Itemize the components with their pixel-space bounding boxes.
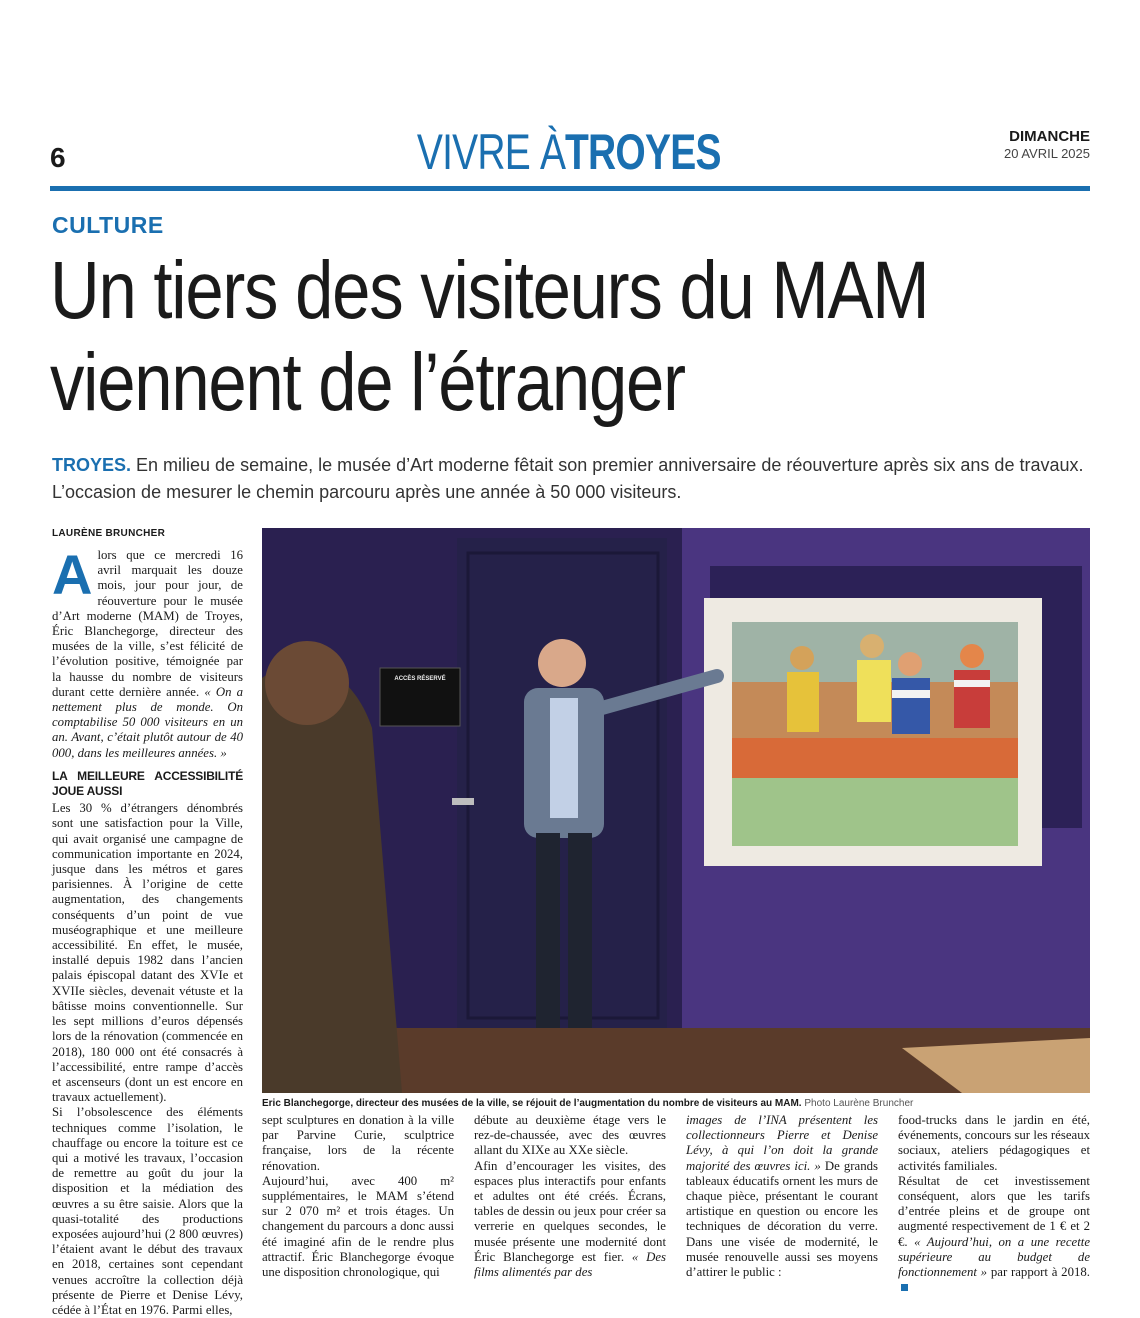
paragraph-intro	[52, 543, 244, 761]
article-column-3	[474, 1113, 666, 1288]
paragraph-8-quote: images de l’INA présentent les collectionneurs Pierre et Denise Lévy, à qui l’on doit la grande majorité des œuvres ici. »	[686, 1113, 878, 1173]
paragraph-5: Aujourd’hui, avec 400 m² supplémentaires, le MAM s’étend sur 2 070 m² et trois étages. Un changement du parcours a donc aussi été imaginé afin de le rendre plus attractif. Éric Blanchegorge évoque une disposition chronologique, qui	[262, 1173, 454, 1280]
photo-runner-4-head	[960, 644, 984, 668]
paragraph-10	[898, 1174, 1090, 1296]
paragraph-9: food-trucks dans le jardin en été, événements, concours sur les réseaux sociaux, ateliers pédagogiques et activités familiales.	[898, 1113, 1090, 1173]
drop-cap: A	[52, 543, 93, 606]
paragraph-8-text: De grands tableaux éducatifs ornent les murs de chaque pièce, présentant le courant artistique en question ou encore les techniques de décoration du verre. Dans une visée de modernité, le musée renouvelle aussi ses moyens d’attirer le public :	[686, 1158, 879, 1280]
photo-runner-2-body	[857, 660, 891, 722]
paragraph-8	[686, 1113, 878, 1280]
byline: LAURÈNE BRUNCHER	[52, 528, 166, 539]
article-column-1	[52, 543, 244, 1317]
paragraph-intro-quote: « On a nettement plus de monde. On comptabilise 50 000 visiteurs en un an. Avant, c’était plutôt autour de 40 000, dans les meilleures années. »	[52, 684, 244, 760]
photo-runner-3-head	[898, 652, 922, 676]
paragraph-10-end: par rapport à 2018.	[987, 1265, 1090, 1280]
photo-speaker-shirt	[550, 698, 578, 818]
paragraph-6: débute au deuxième étage vers le rez-de-chaussée, avec des œuvres allant du XIXe au XXe siècle.	[474, 1113, 666, 1158]
photo-caption-text: Eric Blanchegorge, directeur des musées de la ville, se réjouit de l’augmentation du nombre de visiteurs au MAM.	[262, 1098, 802, 1109]
paragraph-7-text: Afin d’encourager les visites, des espaces plus interactifs pour enfants et adultes ont été créés. Écrans, tables de dessin ou jeux pour créer sa verrerie en quelques secondes, le musée présente une modernité dont Éric Blanchegorge est fier.	[474, 1158, 666, 1264]
photo-speaker-leg-right	[568, 833, 592, 1028]
section-title-light: VIVRE À	[416, 124, 566, 180]
photo-credit: Photo Laurène Bruncher	[801, 1098, 914, 1109]
photo-runner-4-stripe	[954, 680, 990, 687]
photo-sign-title: ACCÈS RÉSERVÉ	[394, 676, 446, 682]
header-rule	[50, 186, 1090, 191]
section-title-bold: TROYES	[565, 124, 722, 180]
headline	[50, 245, 1110, 429]
article-column-5	[898, 1113, 1090, 1288]
headline-line-2: viennent de l’étranger	[50, 337, 685, 428]
standfirst-text: En milieu de semaine, le musée d’Art moderne fêtait son premier anniversaire de réouverture après six ans de travaux. L’occasion de mesurer le chemin parcouru après une année à 50 000 visiteurs.	[52, 455, 1084, 502]
date-box	[1004, 128, 1090, 162]
photo-runner-3-stripe	[892, 690, 930, 698]
photo-speaker-head	[538, 639, 586, 687]
paragraph-10-text: Résultat de cet investissement conséquent, alors que les tarifs d’entrée pleins et de groupe ont augmenté respectivement de 1 € et 2 €.	[898, 1173, 1090, 1249]
article-column-2	[262, 1113, 454, 1288]
paragraph-7	[474, 1159, 666, 1281]
photo-painting-grass	[732, 778, 1018, 846]
section-title	[50, 122, 1090, 182]
paragraph-7-quote: « Des films alimentés par des	[474, 1249, 666, 1280]
subhead: LA MEILLEURE ACCESSIBILITÉ JOUE AUSSI	[52, 768, 243, 799]
standfirst	[52, 452, 1092, 506]
date-day: DIMANCHE	[1009, 128, 1090, 145]
date-full: 20 AVRIL 2025	[1003, 146, 1090, 161]
museum-photo-illustration	[262, 528, 1090, 1093]
article-column-4	[686, 1113, 878, 1288]
photo-runner-4-body	[954, 670, 990, 728]
rubric: CULTURE	[52, 212, 164, 238]
photo-runner-2-head	[860, 634, 884, 658]
article-photo	[262, 528, 1090, 1093]
end-mark	[901, 1284, 908, 1291]
photo-caption	[262, 1097, 1090, 1110]
paragraph-3: Si l’obsolescence des éléments techniques comme l’isolation, le chauffage ou encore la toiture est ce qui a motivé les travaux, l’occasion de remettre au goût du jour la disposition et la médiation des œuvres a su être saisie. Alors que la quasi-totalité des productions exposées aujourd’hui (2 800 œuvres) l’étaient avant le début des travaux en 2018, certaines sont cependant venues accroître la collection déjà présente de Pierre et Denise Lévy, cédée à l’État en 1976. Parmi elles,	[52, 1105, 243, 1317]
page-header	[50, 120, 1090, 192]
paragraph-4: sept sculptures en donation à la ville par Parvine Curie, sculptrice française, lors de la récente rénovation.	[262, 1113, 454, 1173]
standfirst-place: TROYES.	[52, 455, 132, 475]
page-number: 6	[50, 142, 66, 173]
headline-line-1: Un tiers des visiteurs du MAM	[50, 245, 929, 336]
photo-visitor-hair	[265, 641, 349, 725]
photo-door-handle	[452, 798, 474, 805]
photo-runner-1-body	[787, 672, 819, 732]
paragraph-2: Les 30 % d’étrangers dénombrés sont une satisfaction pour la Ville, qui avait organisé une campagne de communication importante en 2024, jusque dans les métros et gares parisiennes. À l’origine de cette augmentation, des changements conséquents d’un point de vue muséographique et une meilleure accessibilité. En effet, le musée, installé depuis 1982 dans l’ancien palais épiscopal datant des XVIe et XVIIe siècles, devenait vétuste et la bâtisse moins conventionnelle. Sur les sept millions d’euros dépensés lors de la rénovation (commencée en 2018), 180 000 ont été consacrés à l’accessibilité, entre rampe d’accès et ascenseurs (dont un est encore en travaux actuellement).	[52, 801, 243, 1105]
paragraph-10-quote: « Aujourd’hui, on a une recette supérieure au budget de fonctionnement »	[898, 1234, 1090, 1280]
photo-speaker-leg-left	[536, 833, 560, 1028]
photo-runner-1-head	[790, 646, 814, 670]
paragraph-intro-text: lors que ce mercredi 16 avril marquait les douze mois, jour pour jour, de réouverture pour le musée d’Art moderne (MAM) de Troyes, Éric Blanchegorge, directeur des musées de la ville, s’est félicité de l’évolution positive, témoignée par la hausse du nombre de visiteurs durant cette dernière année.	[52, 548, 243, 699]
photo-runner-3-body	[892, 678, 930, 734]
